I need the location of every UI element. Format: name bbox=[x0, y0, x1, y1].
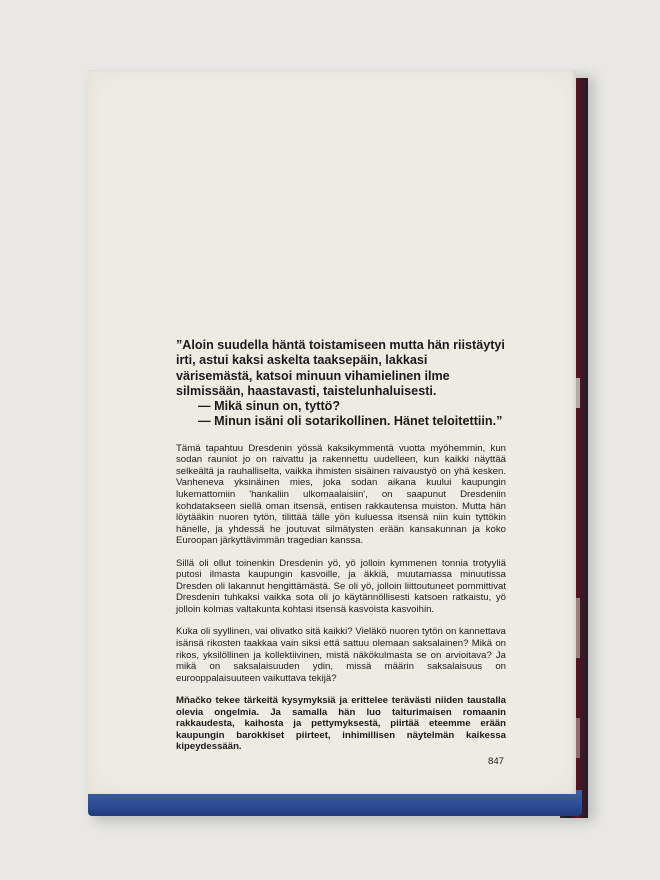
paragraph-3: Kuka oli syyllinen, vai olivatko sitä kaikki? Vieläkö nuoren tytön on kannettava isänsä rikosten taakkaa vain siksi että sattuu olemaan saksalainen? Mikä on rikos, yksilöllinen ja kollektiivinen, mistä näkökulmasta se on arvioitava? Ja mikä on saksalaisuuden ydin, missä määrin saksalaisuus on eurooppalaisuuteen vaikuttava tekijä? bbox=[176, 626, 506, 684]
catalog-number: 847 bbox=[487, 755, 504, 767]
quote-line-1: ”Aloin suudella häntä toistamiseen mutta hän riistäytyi irti, astui kaksi askelta taaksepäin, lakkasi värisemästä, katsoi minuun vihamielinen ilme silmissään, haastavasti, taistelunhaluisesti. bbox=[176, 338, 505, 398]
paragraph-2: Sillä oli ollut toinenkin Dresdenin yö, yö jolloin kymmenen tonnia trotyyliä putosi ilmasta kaupungin kasvoille, ja äkkiä, muutamassa minuutissa Dresden oli lakannut hengittämästä. Se oli yö, jolloin liittoutuneet pommittivat Dresdenin tuhkaksi vaikka sota oli jo käytännöllisesti katsoen ratkaistu, yö jolloin kolmas valtakunta kohtasi itsensä kasvoista kasvoihin. bbox=[176, 557, 506, 615]
summary-paragraph: Mňačko tekee tärkeitä kysymyksiä ja erittelee terävästi niiden taustalla olevia ongelmia. Ja samalla hän luo taiturimaisen romaanin rakkaudesta, kaihosta ja pettymyksestä, piirtää eteemme erään kaupungin barokkiset piirteet, inhimillisen näytelmän kaikessa kipeydessään. bbox=[176, 695, 506, 753]
quote-line-3: — Minun isäni oli sotarikollinen. Hänet teloitettiin.” bbox=[198, 414, 503, 429]
paragraph-1: Tämä tapahtuu Dresdenin yössä kaksikymmentä vuotta myöhemmin, kun sodan rauniot jo on raivattu ja rakennettu uudelleen, kun kaikki näyttää selkeältä ja rauhalliselta, vaikka ihmisten sisäinen raivaustyö on yhä kesken. Vanheneva yksinäinen mies, joka sodan aikana kuului kaupungin lukemattomiin 'hankaliin ulkomaalaisiin', on saapunut Dresdeniin kohdatakseen siellä oman itsensä, entisen rakkautensa muiston. Mutta hän löytääkin nuoren tytön, tilittää tälle yön kuluessa itsensä niin kuin tyttökin hänelle, ja yhdessä he joutuvat silmätysten erään kansakunnan ja koko Euroopan järkyttävimmän tragedian kanssa. bbox=[176, 442, 506, 547]
opening-quote bbox=[176, 338, 506, 430]
quote-line-2: — Mikä sinun on, tyttö? bbox=[198, 399, 341, 414]
blurb-text bbox=[176, 338, 506, 767]
book-back-cover bbox=[88, 70, 576, 794]
